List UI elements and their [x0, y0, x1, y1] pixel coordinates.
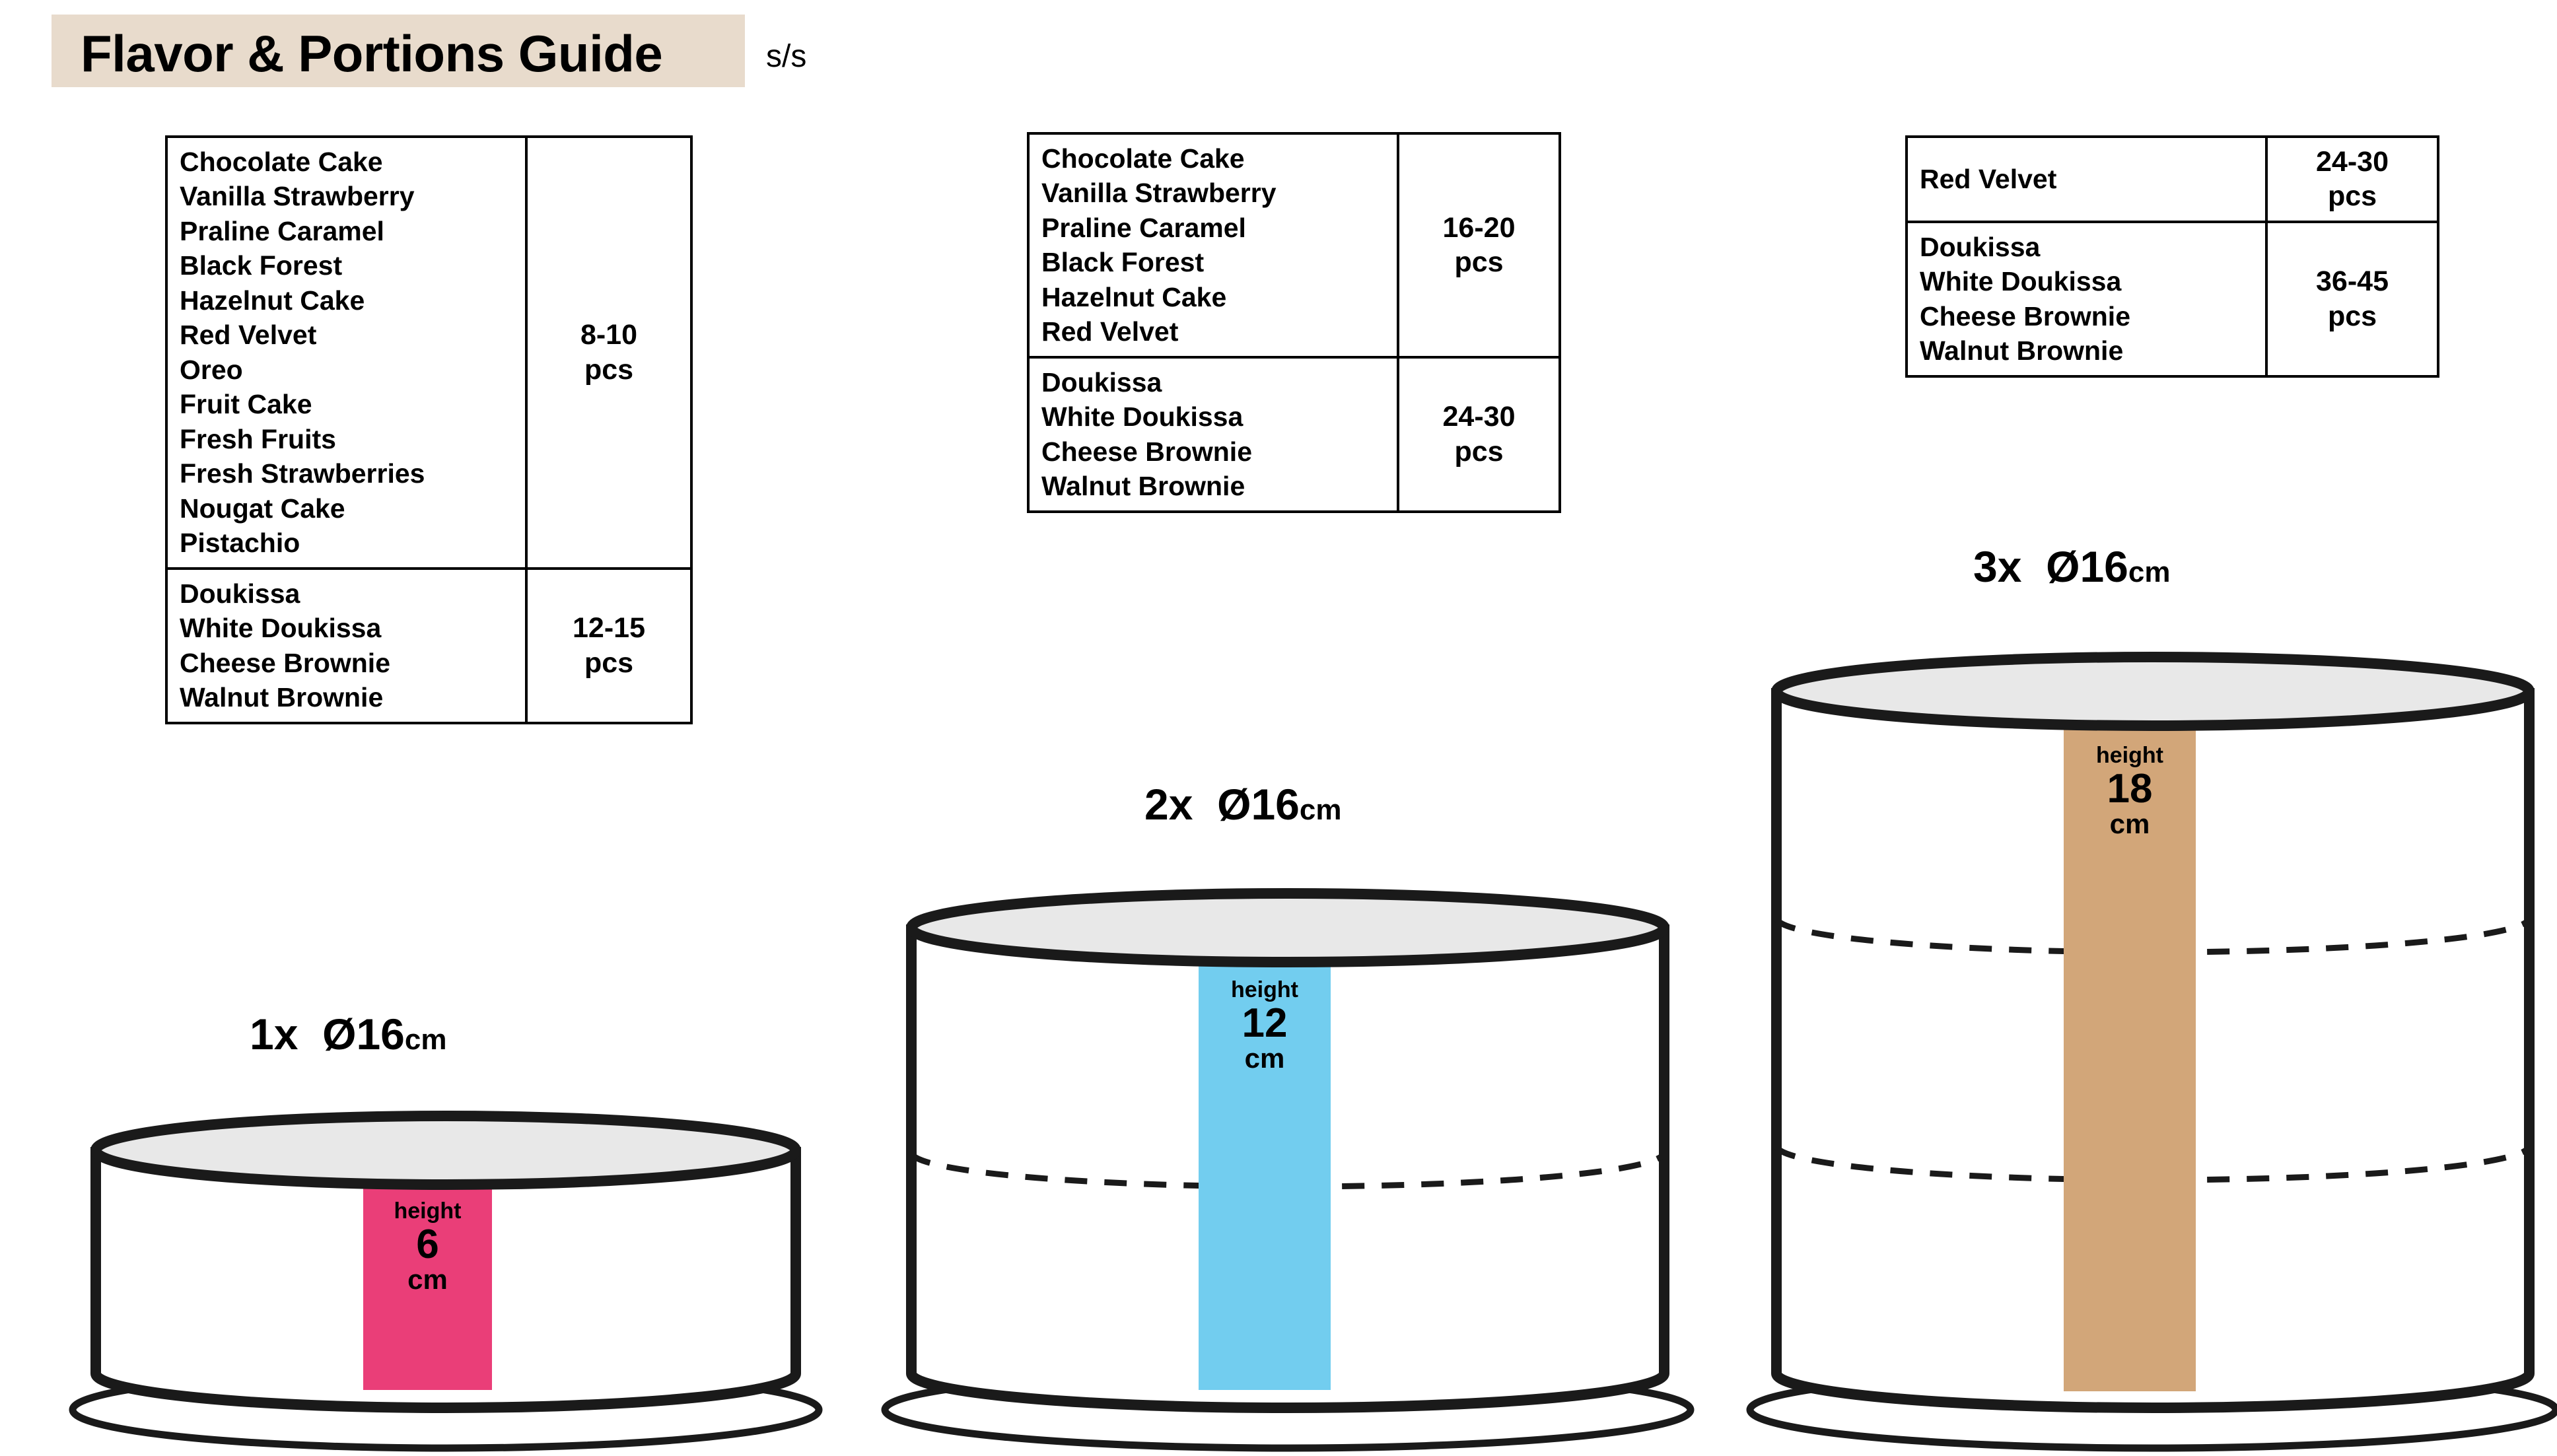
- cake-diameter-unit: cm: [2128, 556, 2171, 588]
- cake-label-2x: [1144, 779, 1341, 829]
- table-row: [166, 137, 691, 569]
- table-row: [1028, 133, 1560, 357]
- height-band: [1199, 924, 1331, 1390]
- height-band: [2064, 688, 2196, 1391]
- cake-diagram-1x: [66, 1076, 825, 1453]
- flavors-cell: Chocolate Cake Vanilla Strawberry Praline Caramel Black Forest Hazelnut Cake Red Velvet Oreo Fruit Cake Fresh Fruits Fresh Strawberries Nougat Cake Pistachio: [166, 137, 526, 569]
- flavors-cell: Red Velvet: [1907, 137, 2266, 222]
- height-word: height: [394, 1198, 462, 1224]
- portions-unit: pcs: [1454, 246, 1504, 279]
- portions-cell: [1398, 357, 1560, 512]
- flavors-cell: Doukissa White Doukissa Cheese Brownie Walnut Brownie: [1028, 357, 1398, 512]
- cake-diagram-2x: [878, 852, 1697, 1453]
- height-unit: cm: [1244, 1043, 1285, 1074]
- portions-cell: [526, 137, 691, 569]
- portions-unit: pcs: [584, 646, 634, 679]
- flavors-cell: Doukissa White Doukissa Cheese Brownie Walnut Brownie: [1907, 222, 2266, 376]
- portions-cell: [1398, 133, 1560, 357]
- page-title: Flavor & Portions Guide: [81, 24, 663, 83]
- cake-diameter: Ø16: [322, 1010, 405, 1058]
- cake-top: [1776, 657, 2529, 726]
- cake-top: [96, 1116, 796, 1185]
- cake-label-3x: [1973, 541, 2170, 592]
- portions-cell: [2266, 222, 2438, 376]
- title-suffix: s/s: [766, 39, 807, 74]
- cake-diameter-unit: cm: [1299, 794, 1342, 826]
- height-word: height: [1231, 977, 1298, 1002]
- cake-top: [911, 893, 1664, 962]
- height-unit: cm: [407, 1264, 448, 1295]
- flavors-cell: Chocolate Cake Vanilla Strawberry Praline Caramel Black Forest Hazelnut Cake Red Velvet: [1028, 133, 1398, 357]
- portions-table-2x: [1027, 132, 1561, 513]
- cake-diameter: Ø16: [1217, 780, 1300, 829]
- cake-label-1x: [250, 1009, 446, 1059]
- portions-number: 12-15: [573, 612, 645, 644]
- portions-unit: pcs: [2327, 180, 2377, 213]
- portions-unit: pcs: [584, 353, 634, 386]
- cake-diameter-unit: cm: [404, 1023, 447, 1056]
- table-row: [166, 569, 691, 723]
- cake-diameter: Ø16: [2046, 542, 2128, 591]
- portions-table-1x: [165, 135, 693, 724]
- height-unit: cm: [2109, 808, 2150, 839]
- cake-multiplier: 2x: [1144, 780, 1193, 829]
- portions-number: 36-45: [2316, 265, 2389, 298]
- flavors-cell: Doukissa White Doukissa Cheese Brownie Walnut Brownie: [166, 569, 526, 723]
- cake-diagram-3x: [1743, 614, 2557, 1453]
- height-word: height: [2096, 743, 2163, 768]
- portions-number: 24-30: [2316, 146, 2389, 178]
- cake-multiplier: 1x: [250, 1010, 298, 1058]
- table-row: [1028, 357, 1560, 512]
- portions-unit: pcs: [1454, 435, 1504, 468]
- cake-multiplier: 3x: [1973, 542, 2022, 591]
- portions-cell: [2266, 137, 2438, 222]
- portions-number: 24-30: [1442, 401, 1516, 433]
- portions-cell: [526, 569, 691, 723]
- portions-table-3x: [1905, 135, 2439, 378]
- table-row: [1907, 137, 2438, 222]
- table-row: [1907, 222, 2438, 376]
- portions-number: 16-20: [1442, 211, 1516, 244]
- portions-number: 8-10: [580, 319, 638, 351]
- height-number: 6: [416, 1222, 439, 1267]
- portions-unit: pcs: [2327, 300, 2377, 332]
- height-number: 12: [1242, 1000, 1288, 1046]
- height-number: 18: [2107, 766, 2153, 812]
